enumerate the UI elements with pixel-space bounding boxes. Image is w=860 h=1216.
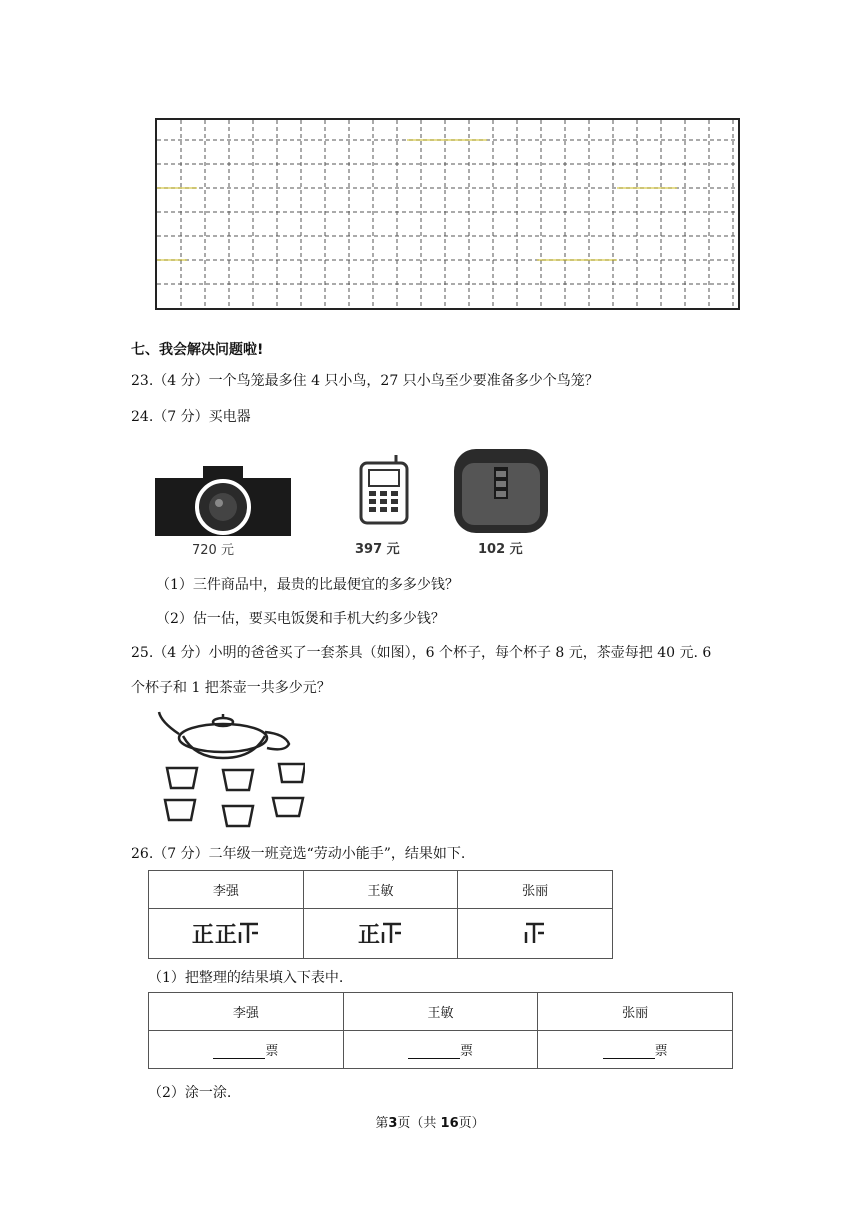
rice-cooker-price: 102 元 xyxy=(478,542,523,557)
tally-table xyxy=(148,870,613,959)
tally-header-cell: 张丽 xyxy=(458,871,613,909)
answer-blank[interactable] xyxy=(603,1044,655,1059)
phone-icon xyxy=(358,453,410,525)
question-26-sub2: （2）涂一涂. xyxy=(148,1085,232,1101)
tally-header-cell: 李强 xyxy=(149,871,304,909)
question-24: 24.（7 分）买电器 xyxy=(131,409,251,425)
section-title: 七、我会解决问题啦! xyxy=(131,342,264,358)
footer-total-pages: 16 xyxy=(440,1116,459,1131)
unit-label: 票 xyxy=(265,1044,279,1059)
answer-blank[interactable] xyxy=(213,1044,265,1059)
question-24-sub1: （1）三件商品中，最贵的比最便宜的多多少钱？ xyxy=(156,577,459,593)
question-23: 23.（4 分）一个鸟笼最多住 4 只小鸟，27 只小鸟至少要准备多少个鸟笼？ xyxy=(131,373,599,389)
answer-blank[interactable] xyxy=(408,1044,460,1059)
writing-grid xyxy=(155,118,740,310)
result-cell xyxy=(538,1031,733,1069)
tally-table-row xyxy=(149,909,613,959)
question-25-line1: 25.（4 分）小明的爸爸买了一套茶具（如图），6 个杯子，每个杯子 8 元，茶壶每把 40 元. 6 xyxy=(131,645,712,661)
tally-partial-mark xyxy=(238,921,260,945)
tally-header-cell: 王敏 xyxy=(303,871,458,909)
tally-cell xyxy=(458,909,613,959)
tally-marks: 正 xyxy=(358,923,382,948)
question-26-sub1: （1）把整理的结果填入下表中. xyxy=(148,970,344,986)
footer-mid: 页（共 xyxy=(397,1116,441,1131)
camera-icon xyxy=(155,464,291,538)
tally-table-header xyxy=(149,871,613,909)
question-26: 26.（7 分）二年级一班竞选“劳动小能手”，结果如下. xyxy=(131,846,466,862)
footer-page-number: 3 xyxy=(388,1116,398,1131)
result-header-cell: 张丽 xyxy=(538,993,733,1031)
result-cell xyxy=(343,1031,538,1069)
phone-price: 397 元 xyxy=(355,542,400,557)
grid-lines xyxy=(157,120,738,308)
tally-marks: 正正 xyxy=(191,923,238,948)
result-header-cell: 李强 xyxy=(149,993,344,1031)
footer-prefix: 第 xyxy=(375,1116,389,1131)
question-25-line2: 个杯子和 1 把茶壶一共多少元？ xyxy=(131,680,331,696)
rice-cooker-icon xyxy=(450,445,552,537)
unit-label: 票 xyxy=(654,1044,668,1059)
tally-partial-mark xyxy=(381,921,403,945)
tea-set-icon xyxy=(155,708,305,830)
result-table-header xyxy=(149,993,733,1031)
result-cell xyxy=(149,1031,344,1069)
result-header-cell: 王敏 xyxy=(343,993,538,1031)
tally-partial-mark xyxy=(524,921,546,945)
camera-price: 720 元 xyxy=(192,543,234,558)
tally-cell xyxy=(149,909,304,959)
result-table xyxy=(148,992,733,1069)
tally-cell xyxy=(303,909,458,959)
page-footer xyxy=(0,1112,860,1131)
unit-label: 票 xyxy=(459,1044,473,1059)
result-table-row xyxy=(149,1031,733,1069)
footer-suffix: 页） xyxy=(458,1116,485,1131)
question-24-sub2: （2）估一估，要买电饭煲和手机大约多少钱？ xyxy=(156,611,445,627)
